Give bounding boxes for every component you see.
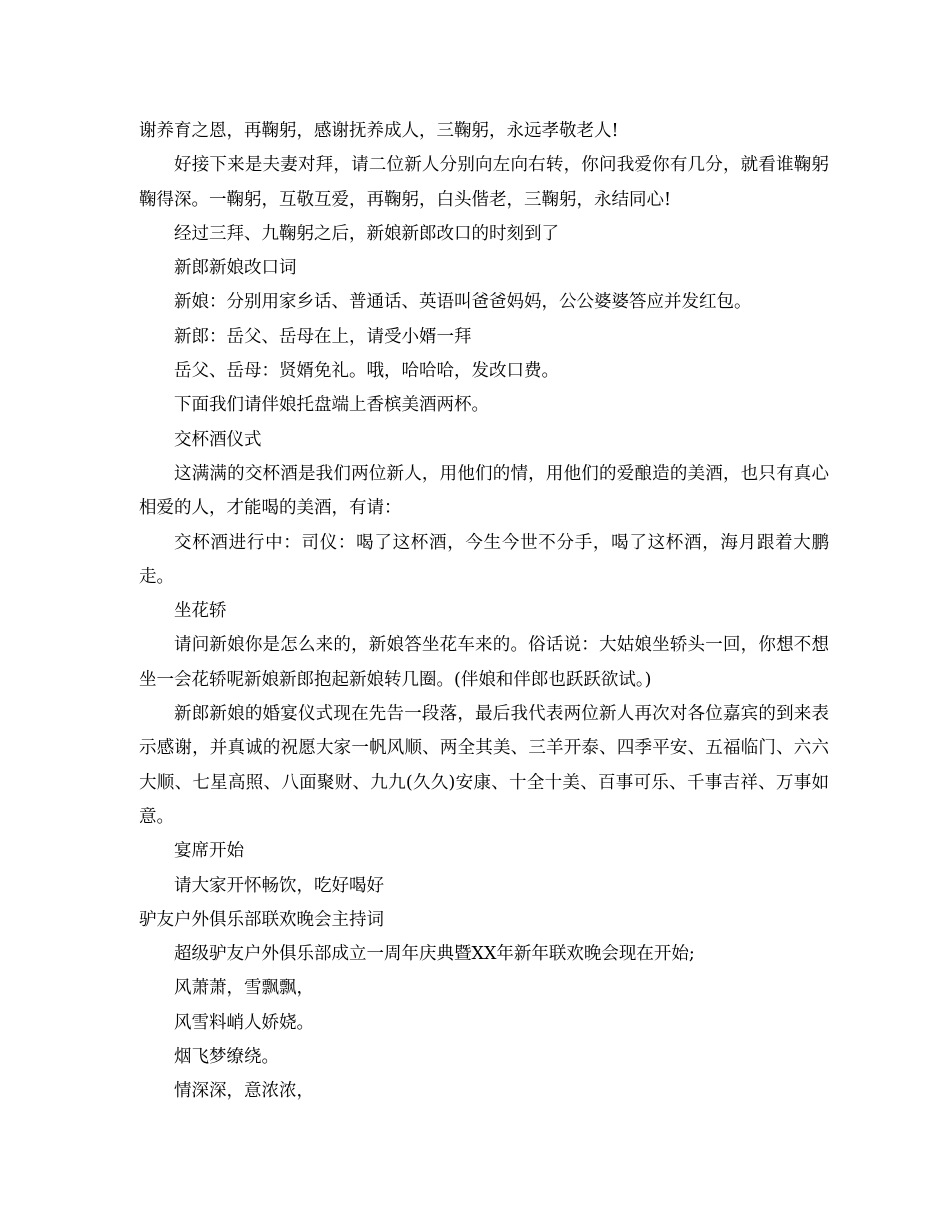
paragraph: 经过三拜、九鞠躬之后，新娘新郎改口的时刻到了: [174, 223, 559, 244]
section-heading: 新郎新娘改口词: [174, 258, 297, 279]
paragraph: 新娘：分别用家乡话、普通话、英语叫爸爸妈妈，公公婆婆答应并发红包。: [174, 292, 752, 313]
section-heading: 交杯酒仪式: [174, 429, 262, 450]
paragraph: 新郎：岳父、岳母在上，请受小婿一拜: [174, 326, 472, 347]
paragraph: 新郎新娘的婚宴仪式现在先告一段落，最后我代表两位新人再次对各位嘉宾的到来表示感谢，并真诚的祝愿大家一帆风顺、两全其美、三羊开泰、四季平安、五福临门、六六大顺、七星高照、八面聚财、九九(久久)安康、十全十美、百事可乐、千事吉祥、万事如意。: [139, 704, 829, 827]
paragraph: 请大家开怀畅饮，吃好喝好: [174, 875, 384, 896]
verse-line: 风萧萧，雪飘飘，: [174, 978, 314, 999]
paragraph: 谢养育之恩，再鞠躬，感谢抚养成人，三鞠躬，永远孝敬老人!: [139, 121, 619, 141]
section-heading: 坐花轿: [174, 601, 227, 622]
verse-line: 风雪料峭人娇娆。: [174, 1012, 314, 1033]
verse-line: 烟飞梦缭绕。: [174, 1047, 279, 1068]
paragraph: 超级驴友户外俱乐部成立一周年庆典暨XX年新年联欢晚会现在开始;: [174, 944, 695, 965]
paragraph: 请问新娘你是怎么来的，新娘答坐花车来的。俗话说：大姑娘坐轿头一回，你想不想坐一会花轿呢新娘新郎抱起新娘转几圈。(伴娘和伴郎也跃跃欲试。): [139, 635, 829, 690]
paragraph: 交杯酒进行中：司仪：喝了这杯酒，今生今世不分手，喝了这杯酒，海月跟着大鹏走。: [139, 532, 829, 587]
verse-line: 情深深，意浓浓，: [174, 1081, 314, 1102]
paragraph: 岳父、岳母：贤婿免礼。哦，哈哈哈，发改口费。: [174, 361, 559, 382]
paragraph: 好接下来是夫妻对拜，请二位新人分别向左向右转，你问我爱你有几分，就看谁鞠躬鞠得深。一鞠躬，互敬互爱，再鞠躬，白头偕老，三鞠躬，永结同心!: [139, 155, 829, 210]
section-heading: 宴席开始: [174, 841, 244, 862]
document-body: [139, 114, 829, 1109]
paragraph: 这满满的交杯酒是我们两位新人，用他们的情，用他们的爱酿造的美酒，也只有真心相爱的人，才能喝的美酒，有请：: [139, 463, 829, 519]
document-title: 驴友户外俱乐部联欢晚会主持词: [139, 909, 384, 930]
paragraph: 下面我们请伴娘托盘端上香槟美酒两杯。: [174, 395, 489, 416]
